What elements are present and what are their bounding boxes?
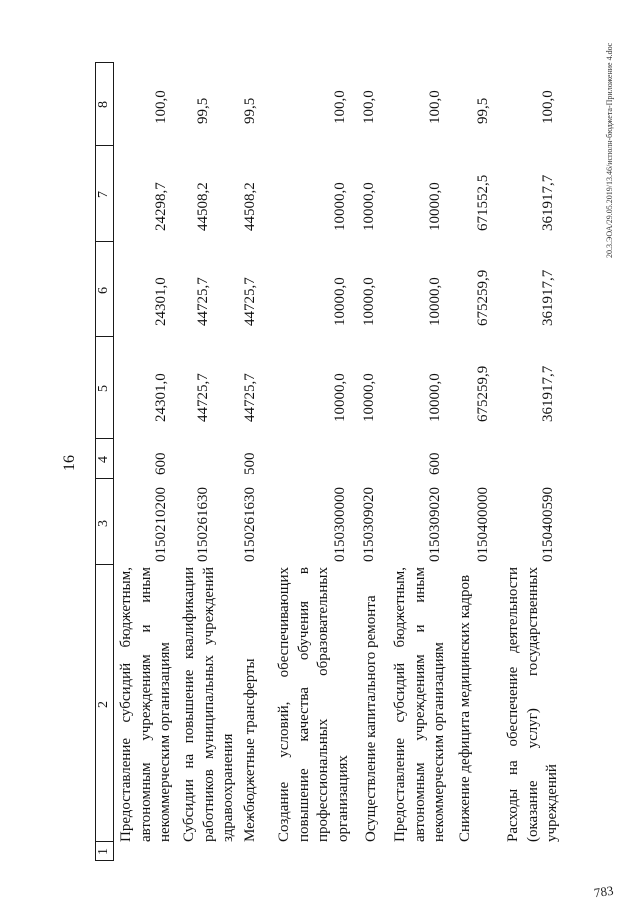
header-col-4: 4	[96, 456, 111, 463]
header-col-2: 2	[96, 701, 111, 708]
row-5-percent: 100,0	[361, 90, 377, 124]
col-sep-7	[95, 145, 114, 146]
row-4-executed: 10000,0	[332, 182, 348, 231]
row-5-executed: 10000,0	[361, 182, 377, 231]
header-col-7: 7	[96, 191, 111, 198]
row-3-amended: 44725,7	[242, 277, 258, 326]
row-2-percent: 99,5	[195, 97, 211, 124]
header-col-5: 5	[96, 385, 111, 392]
row-5-code: 0150309020	[361, 487, 377, 562]
row-6-type: 600	[427, 452, 443, 475]
row-5-amended: 10000,0	[361, 277, 377, 326]
col-sep-1	[95, 841, 114, 842]
row-2-amended: 44725,7	[195, 277, 211, 326]
col-sep-6	[95, 241, 114, 242]
header-col-3: 3	[96, 520, 111, 527]
row-1-type: 600	[153, 452, 169, 475]
col-sep-3	[95, 478, 114, 479]
row-6-plan: 10000,0	[427, 373, 443, 422]
row-8-plan: 361917,7	[540, 365, 556, 422]
row-8-percent: 100,0	[540, 90, 556, 124]
row-6-percent: 100,0	[427, 90, 443, 124]
row-4-name: Создание условий, обеспечивающих повышение качества обучения в профессиональных образовательных организациях	[276, 567, 351, 842]
header-col-8: 8	[96, 101, 111, 108]
row-7-amended: 675259,9	[475, 269, 491, 326]
row-4-amended: 10000,0	[332, 277, 348, 326]
row-3-percent: 99,5	[242, 97, 258, 124]
row-2-executed: 44508,2	[195, 182, 211, 231]
row-1-amended: 24301,0	[153, 277, 169, 326]
row-5-plan: 10000,0	[361, 373, 377, 422]
row-3-type: 500	[242, 452, 258, 475]
row-3-executed: 44508,2	[242, 182, 258, 231]
table-border-left	[95, 62, 114, 63]
table-border-bottom	[95, 860, 114, 861]
row-6-code: 0150309020	[427, 487, 443, 562]
row-4-plan: 10000,0	[332, 373, 348, 422]
row-1-name: Предоставление субсидий бюджетным, автономным учреждениям и иным некоммерческим организациям	[118, 567, 173, 842]
row-1-plan: 24301,0	[153, 373, 169, 422]
row-1-percent: 100,0	[153, 90, 169, 124]
row-6-name: Предоставление субсидий бюджетным, автономным учреждениям и иным некоммерческим организациям	[392, 567, 447, 842]
col-sep-5	[95, 336, 114, 337]
corner-number: 783	[592, 882, 615, 901]
row-8-amended: 361917,7	[540, 269, 556, 326]
col-sep-4	[95, 438, 114, 439]
row-7-percent: 99,5	[475, 97, 491, 124]
row-7-name: Снижение дефицита медицинских кадров	[457, 574, 473, 842]
row-8-name: Расходы на обеспечение деятельности (оказание услуг) государственных учреждений	[505, 567, 560, 842]
page-number: 16	[61, 455, 78, 471]
row-5-name: Осуществление капитального ремонта	[363, 595, 379, 842]
row-3-plan: 44725,7	[242, 373, 258, 422]
row-7-plan: 675259,9	[475, 365, 491, 422]
row-6-amended: 10000,0	[427, 277, 443, 326]
row-2-plan: 44725,7	[195, 373, 211, 422]
row-7-code: 0150400000	[475, 487, 491, 562]
col-sep-2	[95, 564, 114, 565]
header-col-1: 1	[96, 848, 111, 855]
row-2-code: 0150261630	[195, 487, 211, 562]
row-2-name: Субсидии на повышение квалификации работников муниципальных учреждений здравоохранения	[181, 567, 236, 842]
row-6-executed: 10000,0	[427, 182, 443, 231]
row-4-code: 0150300000	[332, 487, 348, 562]
row-8-code: 0150400590	[540, 487, 556, 562]
row-3-name: Межбюджетные трансферты	[242, 658, 258, 842]
file-path: 20.3.ЭОА/29.05.2019/13.46/исполн-бюджета-Приложение 4.doc	[605, 42, 614, 258]
header-row-divider	[113, 62, 114, 861]
row-1-executed: 24298,7	[153, 182, 169, 231]
row-7-executed: 671552,5	[475, 174, 491, 231]
header-col-6: 6	[96, 287, 111, 294]
row-3-code: 0150261630	[242, 487, 258, 562]
row-8-executed: 361917,7	[540, 174, 556, 231]
row-1-code: 0150210200	[153, 487, 169, 562]
row-4-percent: 100,0	[332, 90, 348, 124]
